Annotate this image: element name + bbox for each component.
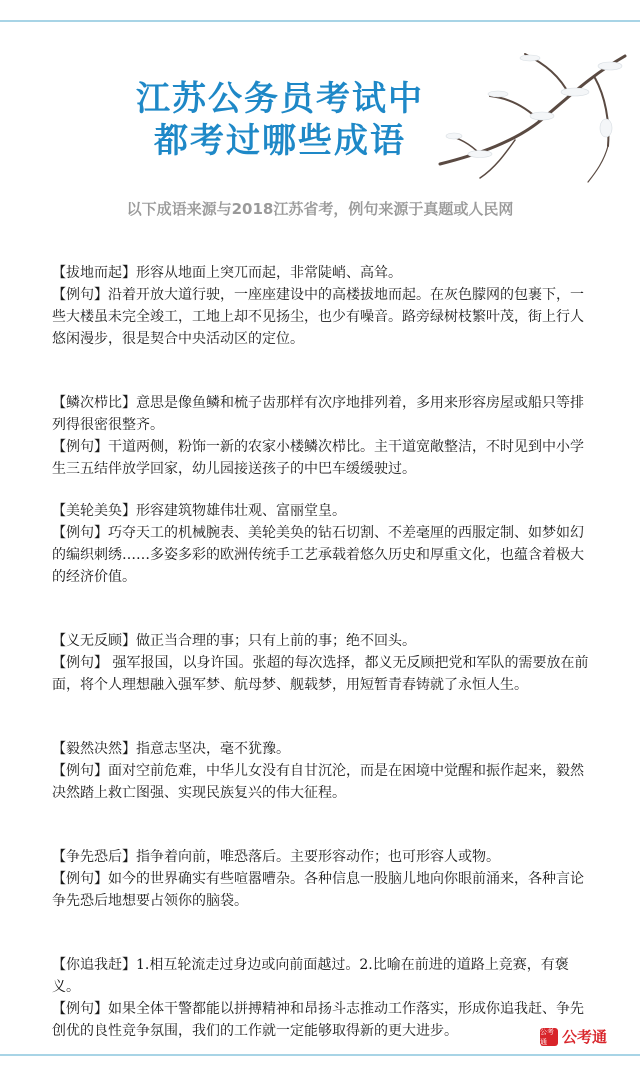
idiom-entry [52,392,592,480]
idiom-definition: 【毅然决然】指意志坚决，毫不犹豫。 [52,741,290,757]
idiom-example: 【例句】巧夺天工的机械腕表、美轮美奂的钻石切割、不差毫厘的西服定制、如梦如幻的编织刺绣……多姿多彩的欧洲传统手工艺承载着悠久历史和厚重文化，也蕴含着极大的经济价值。 [52,525,584,585]
idiom-definition: 【义无反顾】做正当合理的事；只有上前的事；绝不回头。 [52,633,416,649]
idiom-entry [52,846,592,912]
idiom-definition: 【争先恐后】指争着向前，唯恐落后。主要形容动作；也可形容人或物。 [52,849,500,865]
logo-text: 公考通 [562,1028,608,1046]
idiom-example: 【例句】干道两侧，粉饰一新的农家小楼鳞次栉比。主干道宽敞整洁，不时见到中小学生三五结伴放学回家，幼儿园接送孩子的中巴车缓缓驶过。 [52,439,584,477]
idiom-example: 【例句】面对空前危难，中华儿女没有自甘沉沦，而是在困境中觉醒和振作起来，毅然决然踏上救亡图强、实现民族复兴的伟大征程。 [52,763,584,801]
idiom-definition: 【拔地而起】形容从地面上突兀而起，非常陡峭、高耸。 [52,265,402,281]
idiom-entry [52,738,592,804]
idiom-example: 【例句】如果全体干警都能以拼搏精神和昂扬斗志推动工作落实，形成你追我赶、争先创优的良性竞争氛围，我们的工作就一定能够取得新的更大进步。 [52,1001,584,1039]
idiom-entry [52,500,592,588]
page-title [0,78,560,162]
idiom-entry [52,262,592,350]
idiom-example: 【例句】 强军报国，以身许国。张超的每次选择，都义无反顾把党和军队的需要放在前面，将个人理想融入强军梦、航母梦、舰载梦，用短暂青春铸就了永恒人生。 [52,655,589,693]
logo-badge-icon: 公考通 [540,1028,558,1046]
idiom-definition: 【鳞次栉比】意思是像鱼鳞和梳子齿那样有次序地排列着，多用来形容房屋或船只等排列得很密很整齐。 [52,395,584,433]
idiom-definition: 【美轮美奂】形容建筑物雄伟壮观、富丽堂皇。 [52,503,346,519]
idiom-definition: 【你追我赶】1.相互轮流走过身边或向前面越过。2.比喻在前进的道路上竞赛，有褒义。 [52,957,569,995]
idiom-entry [52,630,592,696]
title-line-1: 江苏公务员考试中 [136,79,424,119]
top-divider [0,20,640,22]
idiom-list [52,262,592,1042]
subtitle: 以下成语来源与2018江苏省考，例句来源于真题或人民网 [126,200,514,218]
idiom-example: 【例句】沿着开放大道行驶，一座座建设中的高楼拔地而起。在灰色朦网的包裹下，一些大楼虽未完全竣工，工地上却不见扬尘，也少有噪音。路旁绿树枝繁叶茂，街上行人悠闲漫步，很是契合中央活动区的定位。 [52,287,584,347]
title-line-2: 都考过哪些成语 [154,121,406,161]
idiom-example: 【例句】如今的世界确实有些喧嚣嘈杂。各种信息一股脑儿地向你眼前涌来，各种言论争先恐后地想要占领你的脑袋。 [52,871,584,909]
idiom-entry [52,954,592,1042]
bottom-divider [0,1054,640,1056]
brand-logo [540,1026,607,1047]
